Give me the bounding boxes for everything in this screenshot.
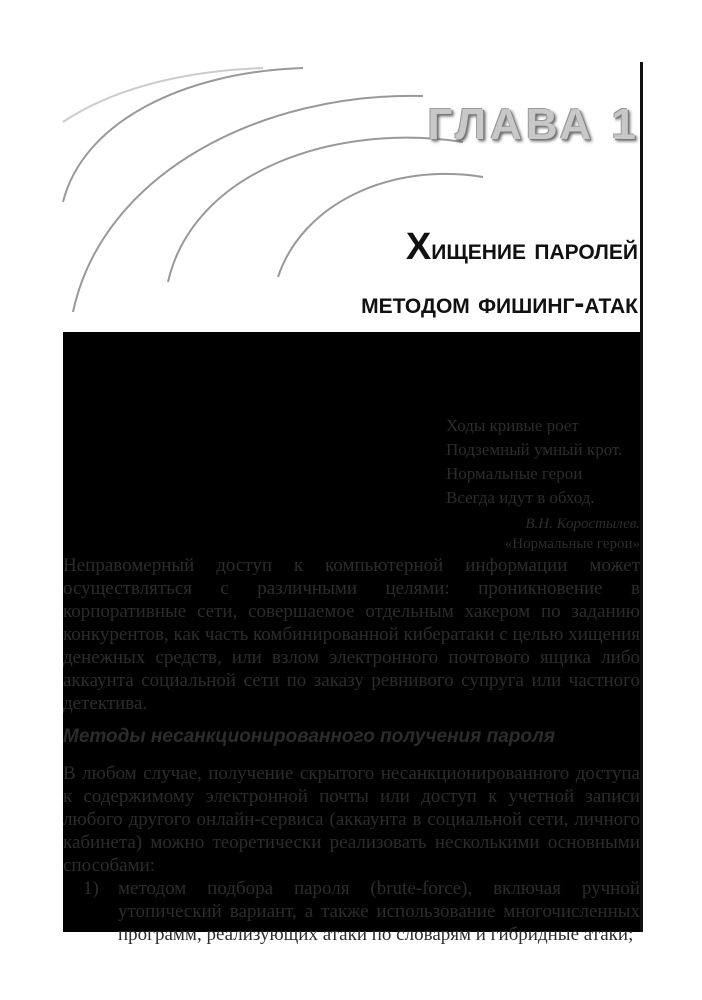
title-line2: методом фишинг-атак [361, 287, 638, 320]
paragraph: Неправомерный доступ к компьютерной информации может осуществляться с различными целями: проникновение в корпоративные сети, совершаемое отдельным хакером по заданию конкурентов, как часть комбинированной кибератаки с целью хищения денежных средств, или взлом электронного почтового ящика либо аккаунта социальной сети по заказу ревнивого супруга или частного детектива. [63, 555, 641, 714]
epigraph-line: Всегда идут в обход. [446, 488, 595, 507]
book-page [63, 62, 643, 945]
list-text: методом подбора пароля (brute-force), включая ручной утопический вариант, а также использование многочисленных программ, реализующих атаки по словарям и гибридные атаки; [118, 878, 640, 945]
epigraph-line: Нормальные герои [446, 464, 583, 483]
epigraph-line: Подземный умный крот. [446, 440, 623, 459]
section-heading: Методы несанкционированного получения пароля [63, 726, 556, 747]
list-number: 1) [83, 878, 99, 899]
title-initial: Х [405, 226, 432, 268]
page-body [63, 332, 641, 945]
epigraph-author: В.Н. Коростылев. [525, 516, 640, 532]
epigraph-work: «Нормальные герои» [504, 536, 640, 552]
title-line1: ищение паролей [431, 233, 638, 266]
epigraph-line: Ходы кривые роет [446, 416, 579, 435]
chapter-title [361, 220, 638, 331]
paragraph: В любом случае, получение скрытого несанкционированного доступа к содержимому электронной почты или доступ к учетной записи любого другого онлайн-сервиса (аккаунта в социальной сети, личного кабинета) можно теоретически реализовать несколькими основными способами: [63, 763, 640, 876]
chapter-header [63, 62, 640, 332]
epigraph [446, 414, 640, 554]
chapter-number: ГЛАВА 1 [427, 100, 640, 149]
